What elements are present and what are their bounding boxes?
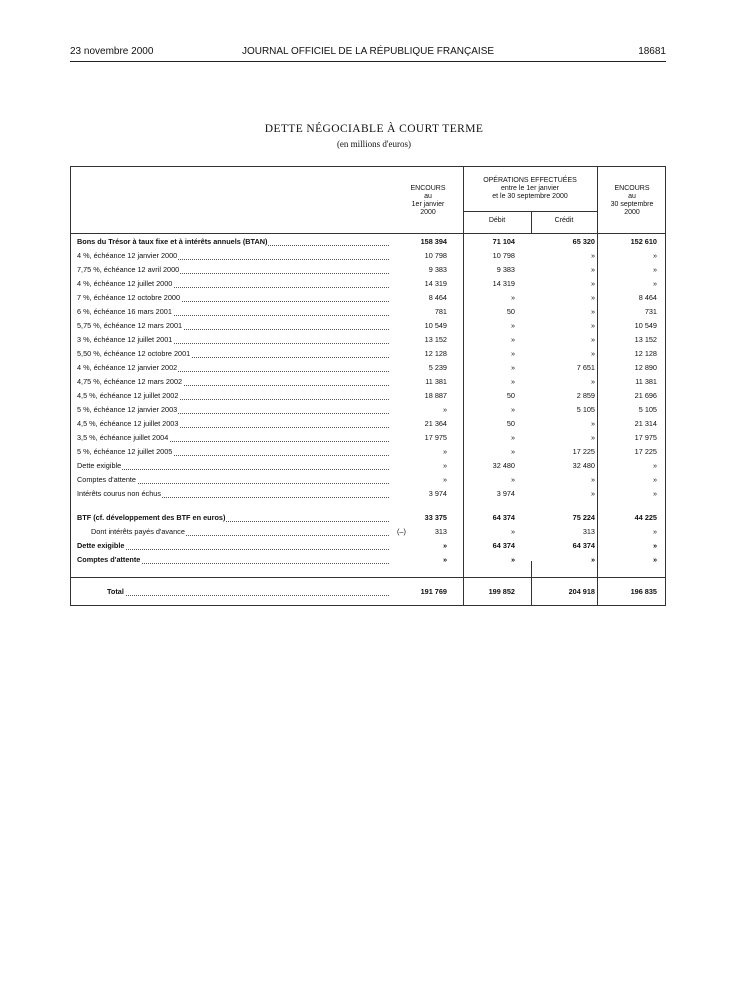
table-row — [71, 277, 667, 291]
table-row — [71, 403, 667, 417]
document-subtitle: (en millions d'euros) — [336, 139, 412, 149]
cell-debit: » — [510, 405, 515, 414]
row-label: Comptes d'attente — [77, 553, 389, 567]
row-label: BTF (cf. développement des BTF en euros) — [77, 511, 389, 525]
cell-encours-end: 8 464 — [638, 293, 657, 302]
cell-encours-start: 781 — [434, 307, 447, 316]
cell-debit: » — [510, 321, 515, 330]
cell-encours-start: 5 239 — [428, 363, 447, 372]
row-label: 3,5 %, échéance juillet 2004 — [77, 431, 389, 445]
cell-encours-start: 10 549 — [424, 321, 447, 330]
cell-encours-end: 17 975 — [634, 433, 657, 442]
cell-debit: 14 319 — [492, 279, 515, 288]
row-label: Comptes d'attente — [77, 473, 389, 487]
table-row — [71, 347, 667, 361]
total-rule — [71, 577, 665, 578]
cell-debit: » — [510, 363, 515, 372]
cell-debit: » — [510, 555, 515, 564]
cell-encours-end: » — [652, 251, 657, 260]
table-row — [71, 525, 667, 539]
cell-debit: 10 798 — [492, 251, 515, 260]
row-label: 5,50 %, échéance 12 octobre 2001 — [77, 347, 389, 361]
row-label: 4,5 %, échéance 12 juillet 2002 — [77, 389, 389, 403]
cell-encours-start: 10 798 — [424, 251, 447, 260]
cell-credit: » — [590, 377, 595, 386]
table-row — [71, 333, 667, 347]
cell-encours-end: 10 549 — [634, 321, 657, 330]
row-label: 4,5 %, échéance 12 juillet 2003 — [77, 417, 389, 431]
table-row — [71, 291, 667, 305]
cell-encours-end: 44 225 — [634, 513, 657, 522]
cell-encours-start: 18 887 — [424, 391, 447, 400]
header-page-number: 18681 — [638, 46, 666, 57]
cell-encours-end: 731 — [644, 307, 657, 316]
cell-credit: » — [590, 293, 595, 302]
cell-credit: 204 918 — [568, 587, 595, 596]
header-encours-end: ENCOURS au 30 septembre 2000 — [610, 185, 654, 216]
table-row — [71, 305, 667, 319]
table-row — [71, 553, 667, 567]
cell-credit: » — [590, 475, 595, 484]
cell-credit: » — [590, 307, 595, 316]
header-operations: OPÉRATIONS EFFECTUÉES entre le 1er janvier et le 30 septembre 2000 — [483, 177, 577, 200]
cell-credit: 2 859 — [576, 391, 595, 400]
cell-encours-end: 12 890 — [634, 363, 657, 372]
cell-credit: » — [590, 265, 595, 274]
cell-encours-end: » — [652, 527, 657, 536]
cell-encours-start: 9 383 — [428, 265, 447, 274]
cell-encours-start: 191 769 — [420, 587, 447, 596]
table-row — [71, 431, 667, 445]
row-label: 7,75 %, échéance 12 avril 2000 — [77, 263, 389, 277]
cell-encours-start: 12 128 — [424, 349, 447, 358]
row-label: Intérêts courus non échus — [77, 487, 389, 501]
header-rule — [70, 61, 666, 62]
document-title: DETTE NÉGOCIABLE À COURT TERME — [264, 123, 484, 135]
cell-encours-start: » — [442, 541, 447, 550]
cell-encours-start: » — [442, 475, 447, 484]
debt-table — [70, 166, 666, 606]
cell-credit: » — [590, 251, 595, 260]
cell-debit: 32 480 — [492, 461, 515, 470]
row-label: 4 %, échéance 12 janvier 2000 — [77, 249, 389, 263]
cell-debit: 64 374 — [492, 541, 515, 550]
cell-debit: » — [510, 377, 515, 386]
row-label: Dette exigible — [77, 459, 389, 473]
table-row — [71, 473, 667, 487]
cell-encours-start: 3 974 — [428, 489, 447, 498]
cell-credit: 17 225 — [572, 447, 595, 456]
cell-credit: 7 651 — [576, 363, 595, 372]
cell-debit: 50 — [506, 419, 515, 428]
cell-encours-end: 17 225 — [634, 447, 657, 456]
cell-encours-end: » — [652, 489, 657, 498]
cell-credit: » — [590, 335, 595, 344]
table-row — [71, 511, 667, 525]
cell-debit: » — [510, 293, 515, 302]
row-label: Bons du Trésor à taux fixe et à intérêts annuels (BTAN) — [77, 235, 389, 249]
cell-encours-end: 152 610 — [630, 237, 657, 246]
table-row — [71, 361, 667, 375]
cell-encours-end: » — [652, 265, 657, 274]
row-label: 3 %, échéance 12 juillet 2001 — [77, 333, 389, 347]
cell-debit: 50 — [506, 391, 515, 400]
cell-encours-start: 313 — [434, 527, 447, 536]
cell-credit: » — [590, 433, 595, 442]
cell-encours-end: 13 152 — [634, 335, 657, 344]
cell-encours-start: 11 381 — [425, 377, 447, 386]
cell-encours-end: » — [652, 461, 657, 470]
row-label: Dont intérêts payés d'avance — [77, 525, 389, 539]
cell-encours-start: » — [442, 461, 447, 470]
row-label: Total — [77, 585, 389, 599]
cell-encours-start: » — [442, 555, 447, 564]
cell-credit: 64 374 — [572, 541, 595, 550]
header-bottom-rule — [71, 233, 665, 234]
cell-debit: » — [510, 349, 515, 358]
cell-encours-start: » — [442, 447, 447, 456]
cell-encours-end: 21 314 — [634, 419, 657, 428]
cell-credit: » — [590, 419, 595, 428]
table-row — [71, 539, 667, 553]
header-journal-title: JOURNAL OFFICIEL DE LA RÉPUBLIQUE FRANÇAISE — [241, 46, 495, 57]
negative-sign: (–) — [397, 527, 406, 536]
row-label: 5 %, échéance 12 juillet 2005 — [77, 445, 389, 459]
total-row — [71, 585, 667, 599]
cell-encours-end: 11 381 — [635, 377, 657, 386]
row-label: 7 %, échéance 12 octobre 2000 — [77, 291, 389, 305]
cell-debit: » — [510, 527, 515, 536]
cell-credit: 313 — [582, 527, 595, 536]
cell-credit: » — [590, 489, 595, 498]
cell-debit: 9 383 — [496, 265, 515, 274]
table-row — [71, 263, 667, 277]
cell-credit: 32 480 — [572, 461, 595, 470]
table-row — [71, 417, 667, 431]
row-label: 4 %, échéance 12 janvier 2002 — [77, 361, 389, 375]
table-row — [71, 445, 667, 459]
cell-debit: 199 852 — [488, 587, 515, 596]
row-label: 4 %, échéance 12 juillet 2000 — [77, 277, 389, 291]
cell-credit: 65 320 — [572, 237, 595, 246]
row-label: 5 %, échéance 12 janvier 2003 — [77, 403, 389, 417]
header-encours-start: ENCOURS au 1er janvier 2000 — [410, 185, 446, 216]
cell-encours-end: » — [652, 279, 657, 288]
cell-credit: » — [590, 349, 595, 358]
table-row — [71, 389, 667, 403]
cell-encours-end: 21 696 — [634, 391, 657, 400]
cell-debit: 64 374 — [492, 513, 515, 522]
cell-debit: 50 — [506, 307, 515, 316]
row-label: 4,75 %, échéance 12 mars 2002 — [77, 375, 389, 389]
table-row — [71, 249, 667, 263]
row-label: 6 %, échéance 16 mars 2001 — [77, 305, 389, 319]
cell-encours-start: 13 152 — [424, 335, 447, 344]
cell-encours-start: 33 375 — [424, 513, 447, 522]
cell-encours-start: 158 394 — [420, 237, 447, 246]
table-row — [71, 235, 667, 249]
cell-debit: 3 974 — [496, 489, 515, 498]
cell-encours-end: 5 105 — [638, 405, 657, 414]
table-row — [71, 487, 667, 501]
cell-encours-start: » — [442, 405, 447, 414]
cell-debit: » — [510, 335, 515, 344]
cell-credit: 75 224 — [572, 513, 595, 522]
cell-encours-end: 12 128 — [634, 349, 657, 358]
cell-debit: 71 104 — [492, 237, 515, 246]
cell-encours-start: 14 319 — [424, 279, 447, 288]
cell-encours-start: 8 464 — [428, 293, 447, 302]
cell-debit: » — [510, 475, 515, 484]
row-label: 5,75 %, échéance 12 mars 2001 — [77, 319, 389, 333]
row-label: Dette exigible — [77, 539, 389, 553]
header-debit: Débit — [488, 217, 506, 224]
table-row — [71, 375, 667, 389]
page-header — [70, 46, 666, 62]
table-row — [71, 319, 667, 333]
cell-credit: » — [590, 321, 595, 330]
cell-credit: » — [590, 555, 595, 564]
cell-encours-start: 21 364 — [424, 419, 447, 428]
cell-debit: » — [510, 433, 515, 442]
cell-encours-end: » — [652, 475, 657, 484]
cell-encours-end: » — [652, 541, 657, 550]
table-row — [71, 459, 667, 473]
cell-credit: 5 105 — [576, 405, 595, 414]
cell-encours-end: 196 835 — [630, 587, 657, 596]
header-credit: Crédit — [554, 217, 574, 224]
cell-credit: » — [590, 279, 595, 288]
cell-encours-start: 17 975 — [424, 433, 447, 442]
cell-debit: » — [510, 447, 515, 456]
header-date: 23 novembre 2000 — [70, 46, 154, 57]
header-subdivider — [463, 211, 597, 212]
cell-encours-end: » — [652, 555, 657, 564]
